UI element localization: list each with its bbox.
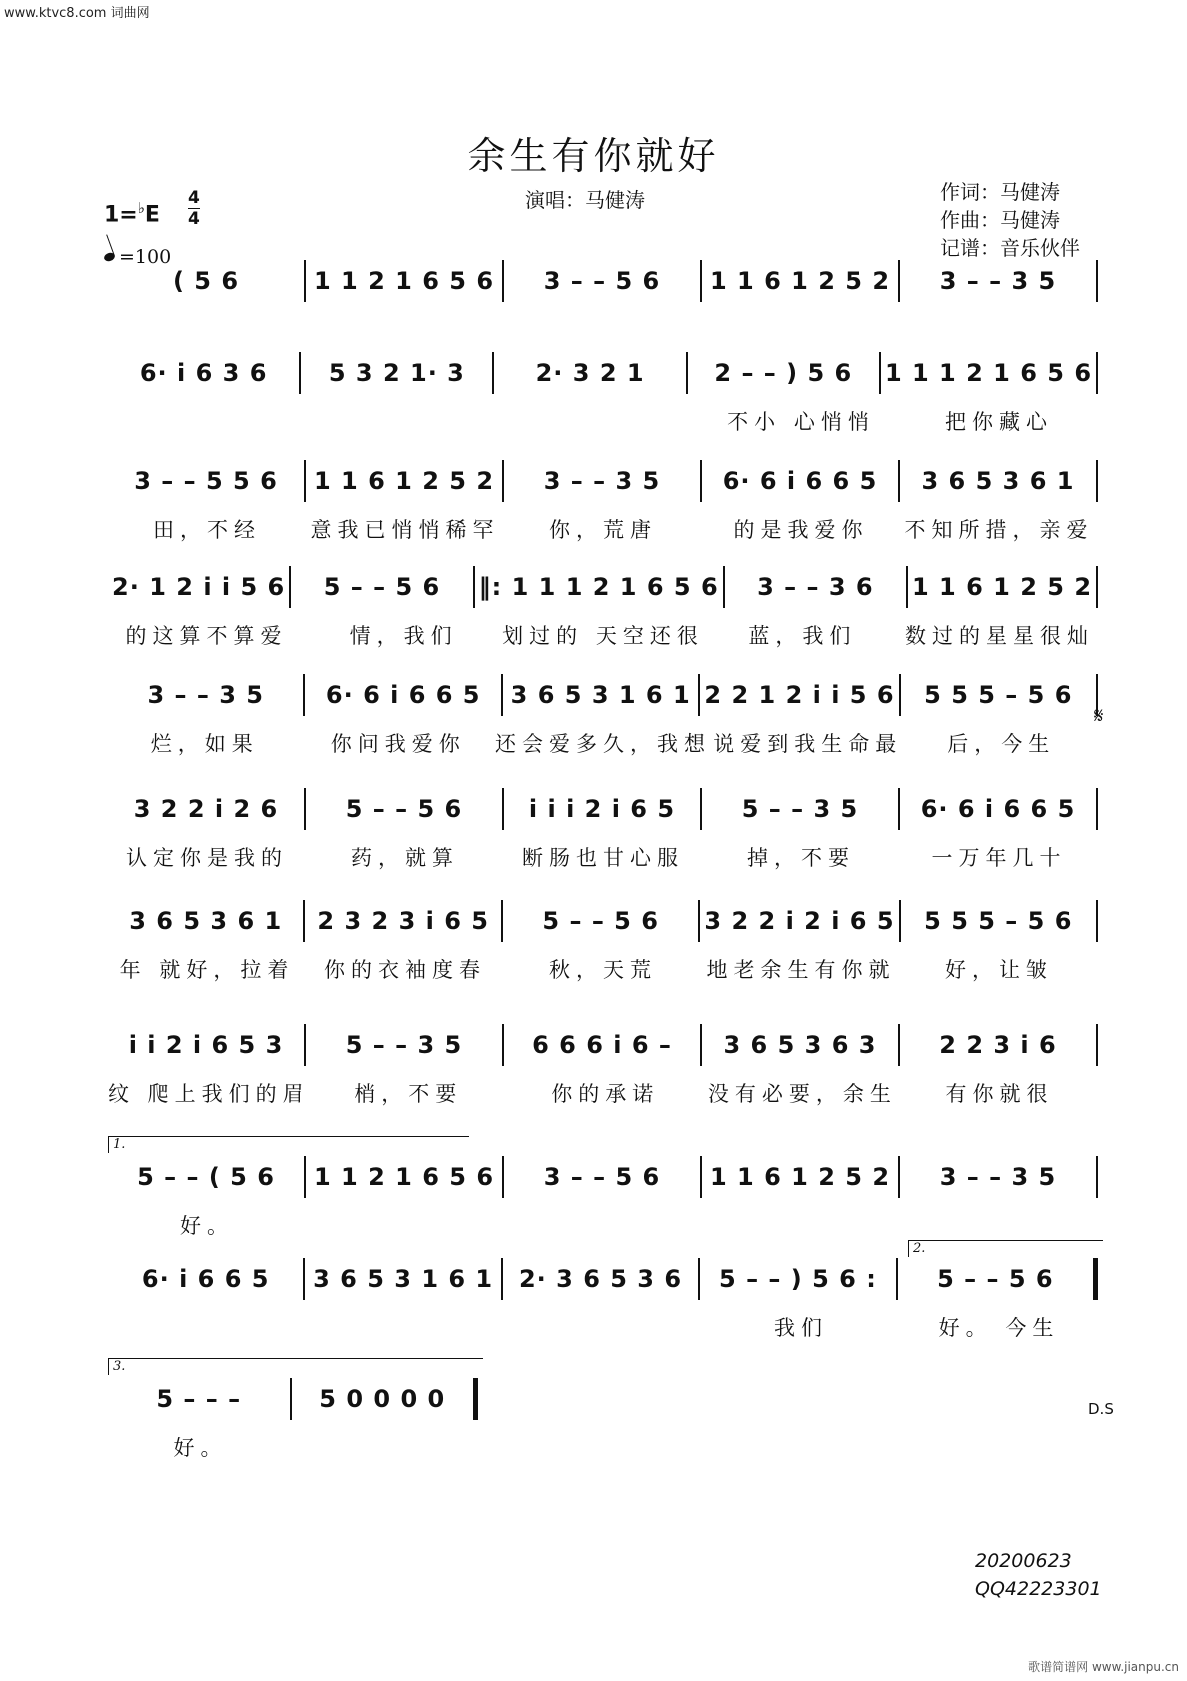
- note-row: [108, 898, 1098, 944]
- lyric-row: [108, 514, 1098, 544]
- lyric-measure: 说爱到我生命最: [713, 732, 903, 756]
- measure: 5 5 5 – 5 6: [924, 907, 1073, 935]
- measure: 3 2 2 i 2 i 6 5: [704, 907, 895, 935]
- measure: 5 – – 3 5: [345, 1031, 463, 1059]
- lyric-measure: [306, 1210, 504, 1240]
- score-system: [108, 1376, 478, 1466]
- measure: 3 – – 5 5 6: [134, 467, 278, 495]
- lyric-measure: 没有必要，余生: [707, 1082, 897, 1106]
- measure: 6· 6 i 6 6 5: [325, 681, 481, 709]
- lyric-measure: 秋，天荒: [549, 958, 657, 982]
- measure: 5 – – 5 6: [345, 795, 463, 823]
- measure: 6· 6 i 6 6 5: [722, 467, 878, 495]
- lyric-measure: 情，我们: [349, 624, 458, 648]
- lyric-measure: 好。: [180, 1214, 234, 1238]
- lyric-row: [108, 406, 1098, 436]
- lyric-measure: 意我已悄悄稀罕: [310, 518, 500, 542]
- measure: 3 – – 3 5: [939, 267, 1057, 295]
- measure: 3 – – 5 6: [543, 267, 661, 295]
- measure: 5 5 5 – 5 6: [924, 681, 1073, 709]
- notation-credit: 记谱：音乐伙伴: [940, 236, 1080, 260]
- lyric-measure: [306, 406, 504, 436]
- lyric-measure: 的这算不算爱: [125, 624, 288, 648]
- lyric-measure: 好。 今生: [938, 1316, 1060, 1340]
- lyric-measure: 你问我爱你: [330, 732, 466, 756]
- lyric-measure: 一万年几十: [931, 846, 1067, 870]
- measure: 2· 1 2 i i 5 6: [112, 573, 286, 601]
- measure: 5 – – ) 5 6 :: [719, 1265, 877, 1293]
- lyric-measure: 年 就好，拉着: [119, 958, 295, 982]
- measure: i i 2 i 6 5 3: [128, 1031, 284, 1059]
- barline: [1096, 566, 1098, 608]
- lyric-row: [108, 954, 1098, 984]
- lyric-measure: 把你藏心: [945, 410, 1053, 434]
- note-row: [108, 1256, 1098, 1302]
- lyric-measure: 你，荒唐: [549, 518, 657, 542]
- lyric-row: [108, 1432, 478, 1462]
- lyric-measure: 划过的 天空还很: [502, 624, 704, 648]
- lyric-measure: 好，让皱: [945, 958, 1053, 982]
- note-row: [108, 1022, 1098, 1068]
- lyric-measure: 不知所措，亲爱: [904, 518, 1094, 542]
- score-system: [108, 1022, 1098, 1112]
- lyric-row: [108, 1312, 1098, 1342]
- note-row: [108, 1154, 1098, 1200]
- lyric-measure: [900, 1210, 1098, 1240]
- measure: 6 6 6 i 6 –: [532, 1031, 672, 1059]
- measure: 2 2 3 i 6: [939, 1031, 1057, 1059]
- measure: 5 3 2 1· 3: [328, 359, 465, 387]
- score-system: [108, 898, 1098, 988]
- note-row: [108, 786, 1098, 832]
- measure: 1 1 2 1 6 5 6: [313, 1163, 495, 1191]
- tempo-marking: =100: [104, 246, 171, 268]
- lyricist-credit: 作词：马健涛: [940, 180, 1060, 204]
- score-system: [108, 1256, 1098, 1346]
- measure: 3 – – 3 5: [939, 1163, 1057, 1191]
- barline: [1096, 352, 1098, 394]
- lyric-measure: 断肠也甘心服: [522, 846, 684, 870]
- lyric-row: [108, 620, 1098, 650]
- measure: 3 – – 3 5: [543, 467, 661, 495]
- barline: [1093, 1258, 1098, 1300]
- measure: 1 1 6 1 2 5 2: [709, 267, 891, 295]
- barline: [1096, 1156, 1098, 1198]
- lyric-measure: 数过的星星很灿: [904, 624, 1094, 648]
- measure: 1 1 6 1 2 5 2: [709, 1163, 891, 1191]
- ds-marking: D.S: [1088, 1400, 1114, 1418]
- measure: 3 – – 3 6: [757, 573, 874, 601]
- measure: 3 – – 3 5: [147, 681, 264, 709]
- barline: [1096, 460, 1098, 502]
- measure: i i i 2 i 6 5: [528, 795, 676, 823]
- score-system: [108, 564, 1098, 654]
- lyric-row: [108, 1078, 1098, 1108]
- segno-icon: 𝄋: [1094, 704, 1104, 729]
- measure: 1 1 1 2 1 6 5 6: [884, 359, 1093, 387]
- lyric-measure: [306, 1312, 504, 1342]
- measure: 2· 3 6 5 3 6: [518, 1265, 683, 1293]
- lyric-measure: 不小 心悄悄: [727, 410, 875, 434]
- measure: 3 – – 5 6: [543, 1163, 661, 1191]
- lyric-measure: 你的衣袖度春: [324, 958, 486, 982]
- lyric-measure: [108, 1312, 306, 1342]
- measure: 2 3 2 3 i 6 5: [317, 907, 489, 935]
- measure: 6· i 6 3 6: [139, 359, 268, 387]
- measure: 6· i 6 6 5: [141, 1265, 270, 1293]
- measure: 3 2 2 i 2 6: [133, 795, 279, 823]
- measure: 3 6 5 3 1 6 1: [510, 681, 691, 709]
- key-signature: 1=♭E: [104, 199, 160, 228]
- watermark-top: www.ktvc8.com 词曲网: [4, 6, 150, 21]
- barline: [1096, 900, 1098, 942]
- measure: ( 5 6: [172, 267, 240, 295]
- score-system: [108, 458, 1098, 548]
- measure: 3 6 5 3 6 1: [129, 907, 283, 935]
- measure: 5 – – 5 6: [323, 573, 441, 601]
- barline: [473, 1378, 478, 1420]
- note-row: [108, 458, 1098, 504]
- lyric-measure: 的是我爱你: [733, 518, 869, 542]
- measure: 2 – – ) 5 6: [714, 359, 853, 387]
- score-system: [108, 1154, 1098, 1244]
- lyric-measure: 地老余生有你就: [706, 958, 896, 982]
- measure: 1 1 6 1 2 5 2: [313, 467, 495, 495]
- transcriber-qq: QQ42223301: [975, 1578, 1102, 1600]
- measure: 3 6 5 3 1 6 1: [313, 1265, 494, 1293]
- time-signature: 4 4: [188, 188, 200, 229]
- lyric-measure: 有你就很: [945, 1082, 1054, 1106]
- lyric-measure: [293, 1432, 478, 1462]
- measure: 6· 6 i 6 6 5: [920, 795, 1076, 823]
- lyric-measure: 蓝，我们: [748, 624, 857, 648]
- lyric-measure: 纹 爬上我们的眉: [108, 1082, 310, 1106]
- lyric-row: [108, 842, 1098, 872]
- measure: 2 2 1 2 i i 5 6: [704, 681, 895, 709]
- score-system: [108, 672, 1098, 762]
- barline: [1096, 1024, 1098, 1066]
- lyric-measure: 掉，不要: [747, 846, 855, 870]
- lyric-measure: [108, 406, 306, 436]
- measure: 3 6 5 3 6 1: [921, 467, 1075, 495]
- lyric-row: [108, 1210, 1098, 1240]
- measure: 5 – – 5 6: [542, 907, 659, 935]
- volta-bracket: 3.: [108, 1358, 483, 1375]
- watermark-bottom: 歌谱简谱网 www.jianpu.cn: [1028, 1660, 1179, 1674]
- lyric-measure: 烂，如果: [150, 732, 259, 756]
- lyric-measure: 梢，不要: [354, 1082, 463, 1106]
- lyric-measure: 后，今生: [947, 732, 1056, 756]
- lyric-measure: 你的承诺: [551, 1082, 660, 1106]
- score-system: [108, 786, 1098, 876]
- measure: 1 1 6 1 2 5 2: [911, 573, 1093, 601]
- measure: 5 0 0 0 0: [319, 1385, 446, 1413]
- barline: [1096, 260, 1098, 302]
- composer-credit: 作曲：马健涛: [940, 208, 1060, 232]
- note-row: [108, 258, 1098, 304]
- lyric-measure: 认定你是我的: [126, 846, 288, 870]
- volta-bracket: 2.: [908, 1240, 1103, 1257]
- lyric-measure: 田，不经: [153, 518, 261, 542]
- measure: ‖: 1 1 1 2 1 6 5 6: [478, 573, 719, 601]
- singer-credit: 演唱：马健涛: [525, 188, 645, 212]
- measure: 3 6 5 3 6 3: [723, 1031, 877, 1059]
- barline: [1096, 788, 1098, 830]
- lyric-measure: [504, 406, 702, 436]
- measure: 2· 3 2 1: [535, 359, 645, 387]
- song-title: 余生有你就好: [467, 134, 720, 179]
- lyric-measure: [702, 1210, 900, 1240]
- note-row: [108, 350, 1098, 396]
- note-row: [108, 564, 1098, 610]
- measure: 5 – – ( 5 6: [137, 1163, 275, 1191]
- measure: 5 – – 3 5: [741, 795, 859, 823]
- volta-bracket: 1.: [108, 1136, 469, 1153]
- measure: 1 1 2 1 6 5 6: [313, 267, 495, 295]
- lyric-measure: [504, 1312, 702, 1342]
- score-system: [108, 258, 1098, 348]
- note-row: [108, 1376, 478, 1422]
- lyric-measure: 我们: [774, 1316, 828, 1340]
- score-system: [108, 350, 1098, 440]
- lyric-measure: [504, 1210, 702, 1240]
- note-row: [108, 672, 1098, 718]
- lyric-measure: 药，就算: [351, 846, 459, 870]
- lyric-measure: 还会爱多久，我想: [495, 732, 711, 756]
- transcription-date: 20200623: [975, 1550, 1072, 1572]
- measure: 5 – – –: [156, 1385, 242, 1413]
- lyric-row: [108, 728, 1098, 758]
- measure: 5 – – 5 6: [937, 1265, 1054, 1293]
- lyric-measure: 好。: [173, 1436, 228, 1460]
